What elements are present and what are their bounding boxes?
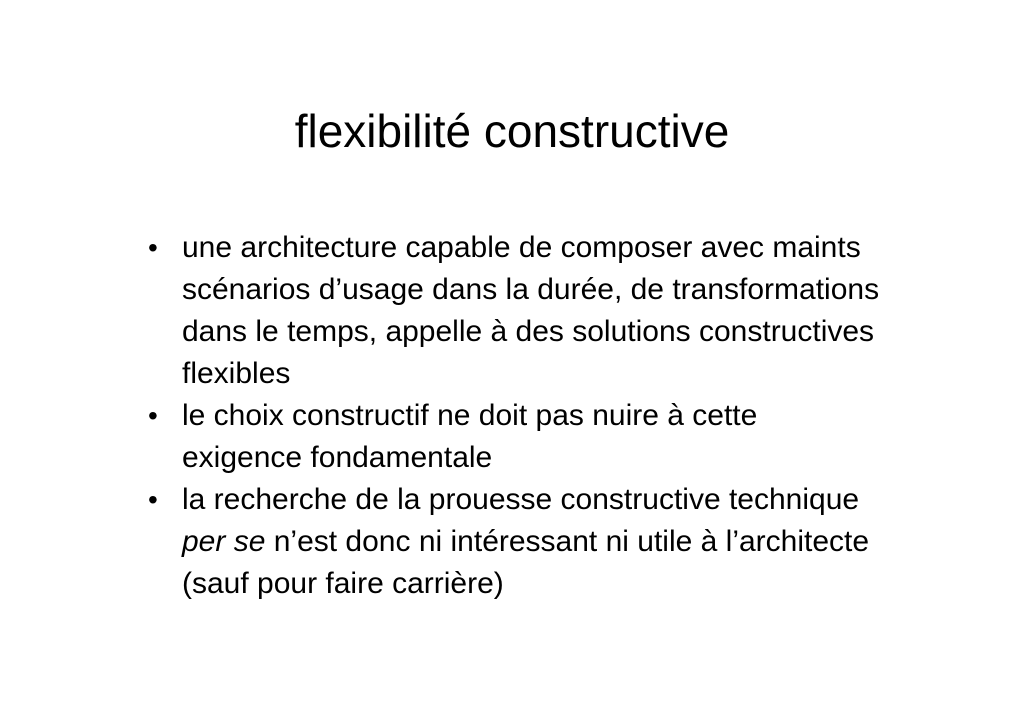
bullet-list <box>144 227 884 605</box>
bullet-text-emphasis: per se <box>182 525 266 558</box>
bullet-text: le choix constructif ne doit pas nuire à cette exigence fondamentale <box>182 399 758 474</box>
bullet-icon: • <box>148 400 158 431</box>
bullet-text: une architecture capable de composer avec maints scénarios d’usage dans la durée, de transformations dans le temps, appelle à des solutions constructives flexibles <box>182 231 880 390</box>
bullet-icon: • <box>148 484 158 515</box>
bullet-icon: • <box>148 232 158 263</box>
bullet-item <box>144 227 884 395</box>
slide-title: flexibilité constructive <box>294 105 730 157</box>
bullet-item <box>144 479 884 605</box>
bullet-text-before: la recherche de la prouesse constructive technique <box>182 483 860 516</box>
bullet-text-after: n’est donc ni intéressant ni utile à l’architecte (sauf pour faire carrière) <box>182 525 870 600</box>
bullet-item <box>144 395 884 479</box>
